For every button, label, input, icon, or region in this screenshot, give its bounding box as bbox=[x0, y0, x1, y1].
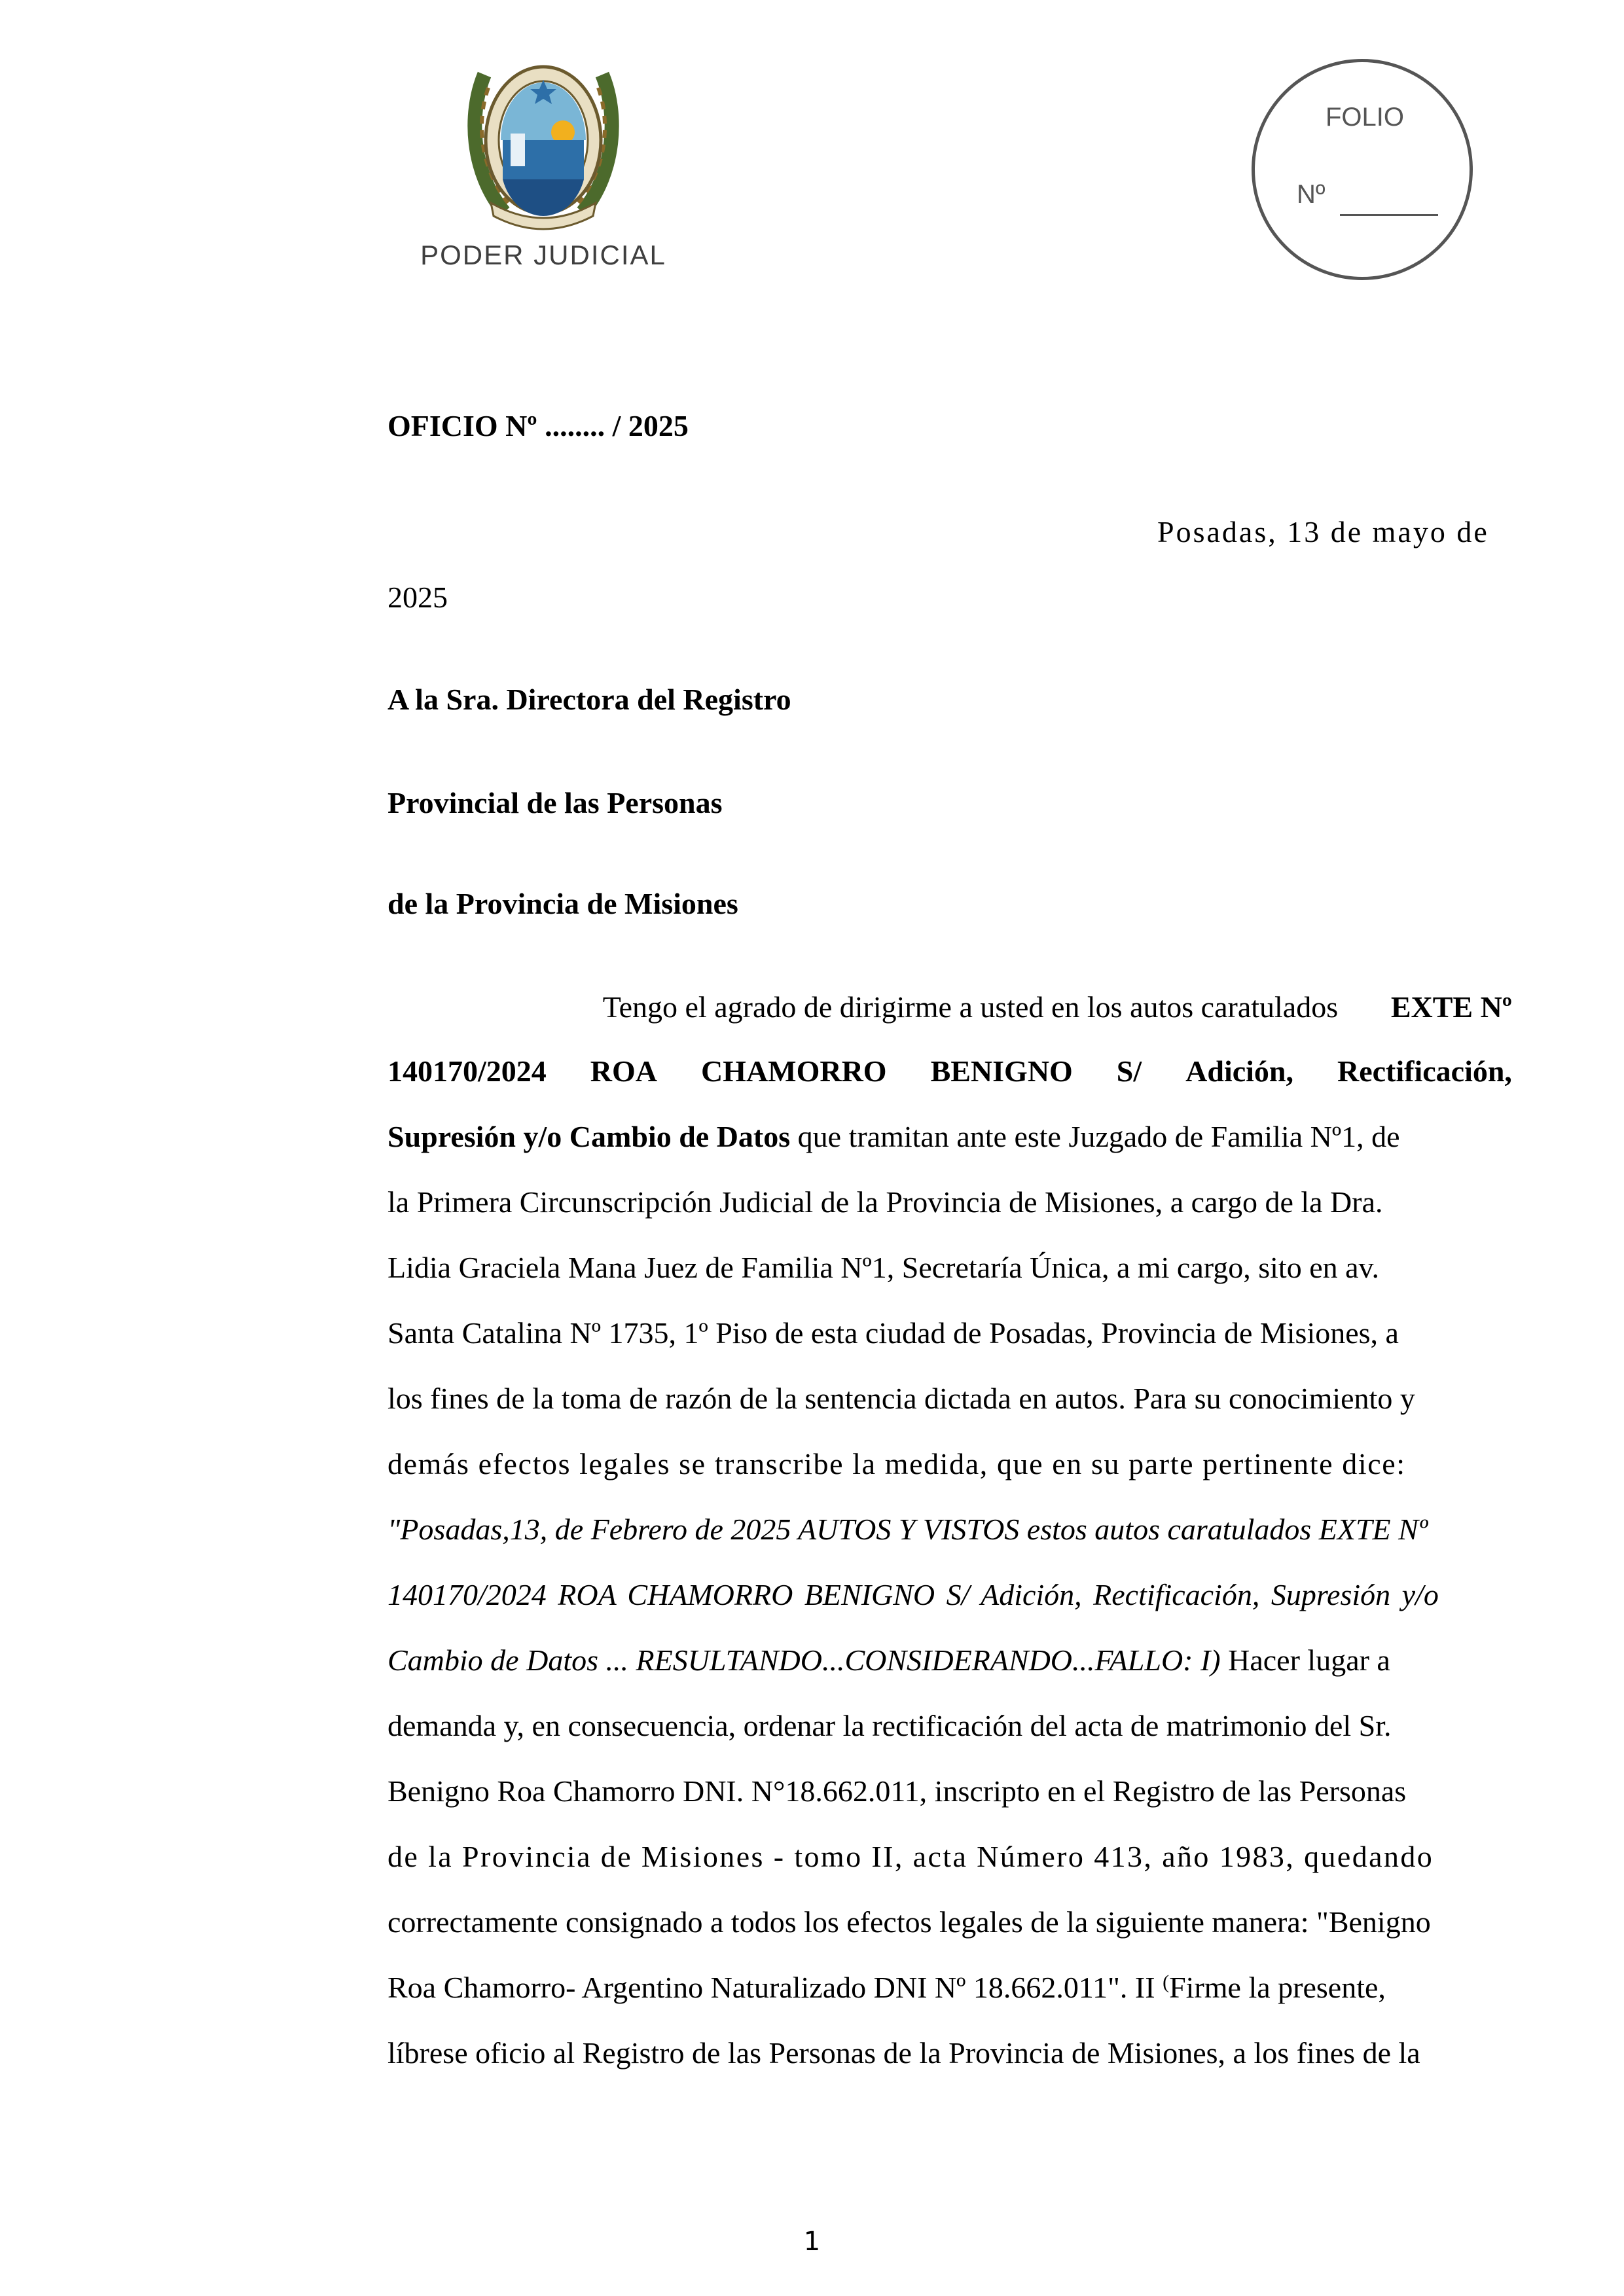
addressee-line-3: de la Provincia de Misiones bbox=[388, 887, 738, 920]
folio-stamp bbox=[1252, 59, 1473, 280]
provincia-misiones-seal-icon bbox=[465, 48, 622, 238]
body-line-17: líbrese oficio al Registro de las Personas de la Provincia de Misiones, a los fines de la bbox=[388, 2036, 1420, 2070]
body-line-9: "Posadas,13, de Febrero de 2025 AUTOS Y VISTOS estos autos caratulados EXTE Nº bbox=[388, 1513, 1428, 1546]
body-line-6: Santa Catalina Nº 1735, 1º Piso de esta ciudad de Posadas, Provincia de Misiones, a bbox=[388, 1316, 1399, 1350]
fallo-quote: Cambio de Datos ... RESULTANDO...CONSIDERANDO...FALLO: I) bbox=[388, 1643, 1221, 1677]
poder-judicial-emblem bbox=[419, 48, 668, 281]
folio-label: FOLIO bbox=[1326, 103, 1405, 132]
body-line-1 bbox=[388, 992, 1512, 1022]
body-line-14: de la Provincia de Misiones - tomo II, acta Número 413, año 1983, quedando bbox=[388, 1840, 1434, 1873]
expediente-word: Rectificación, bbox=[1337, 1054, 1512, 1088]
body-line-4: la Primera Circunscripción Judicial de la Provincia de Misiones, a cargo de la Dra. bbox=[388, 1185, 1383, 1219]
body-line-16-tail: Firme la presente, bbox=[1169, 1971, 1386, 2004]
folio-number-label: Nº bbox=[1297, 180, 1326, 209]
date-line-2: 2025 bbox=[388, 581, 448, 614]
body-line-10: 140170/2024 ROA CHAMORRO BENIGNO S/ Adición, Rectificación, Supresión y/o bbox=[388, 1578, 1439, 1611]
body-line-15: correctamente consignado a todos los efectos legales de la siguiente manera: "Benigno bbox=[388, 1905, 1431, 1939]
body-line-3-text: que tramitan ante este Juzgado de Familia Nº1, de bbox=[790, 1120, 1400, 1153]
addressee-line-1: A la Sra. Directora del Registro bbox=[388, 683, 791, 716]
expediente-word: CHAMORRO bbox=[700, 1054, 887, 1088]
body-line-7: los fines de la toma de razón de la sentencia dictada en autos. Para su conocimiento y bbox=[388, 1382, 1415, 1415]
emblem-caption: PODER JUDICIAL bbox=[420, 240, 666, 270]
body-line-16 bbox=[388, 1973, 1386, 2003]
expediente-word: 140170/2024 bbox=[388, 1054, 547, 1088]
expediente-word: ROA bbox=[590, 1054, 657, 1088]
expediente-ref-end: Supresión y/o Cambio de Datos bbox=[388, 1120, 791, 1153]
expediente-ref-start: EXTE Nº bbox=[1390, 990, 1512, 1024]
superscript-paren: ( bbox=[1163, 1971, 1170, 1993]
expediente-word: BENIGNO bbox=[930, 1054, 1073, 1088]
addressee-line-2: Provincial de las Personas bbox=[388, 786, 723, 819]
date-line-1: Posadas, 13 de mayo de bbox=[1157, 515, 1489, 548]
body-line-13: Benigno Roa Chamorro DNI. N°18.662.011, inscripto en el Registro de las Personas bbox=[388, 1774, 1407, 1808]
body-line-8: demás efectos legales se transcribe la medida, que en su parte pertinente dice: bbox=[388, 1447, 1406, 1480]
body-line-11-text: Hacer lugar a bbox=[1220, 1643, 1390, 1677]
oficio-number: OFICIO Nº ........ / 2025 bbox=[388, 409, 689, 442]
body-line-12: demanda y, en consecuencia, ordenar la rectificación del acta de matrimonio del Sr. bbox=[388, 1709, 1392, 1742]
folio-number-blank bbox=[1340, 214, 1438, 216]
body-line-11 bbox=[388, 1645, 1390, 1676]
body-line-5: Lidia Graciela Mana Juez de Familia Nº1, Secretaría Única, a mi cargo, sito en av. bbox=[388, 1251, 1380, 1284]
expediente-word: S/ bbox=[1116, 1054, 1142, 1088]
body-line-1-text: Tengo el agrado de dirigirme a usted en los autos caratulados bbox=[602, 990, 1339, 1024]
body-line-16-text: Roa Chamorro- Argentino Naturalizado DNI Nº 18.662.011". II bbox=[388, 1971, 1163, 2004]
expediente-word: Adición, bbox=[1185, 1054, 1294, 1088]
body-line-2 bbox=[388, 1056, 1512, 1086]
page-number: 1 bbox=[803, 2227, 821, 2257]
body-line-3 bbox=[388, 1122, 1512, 1152]
